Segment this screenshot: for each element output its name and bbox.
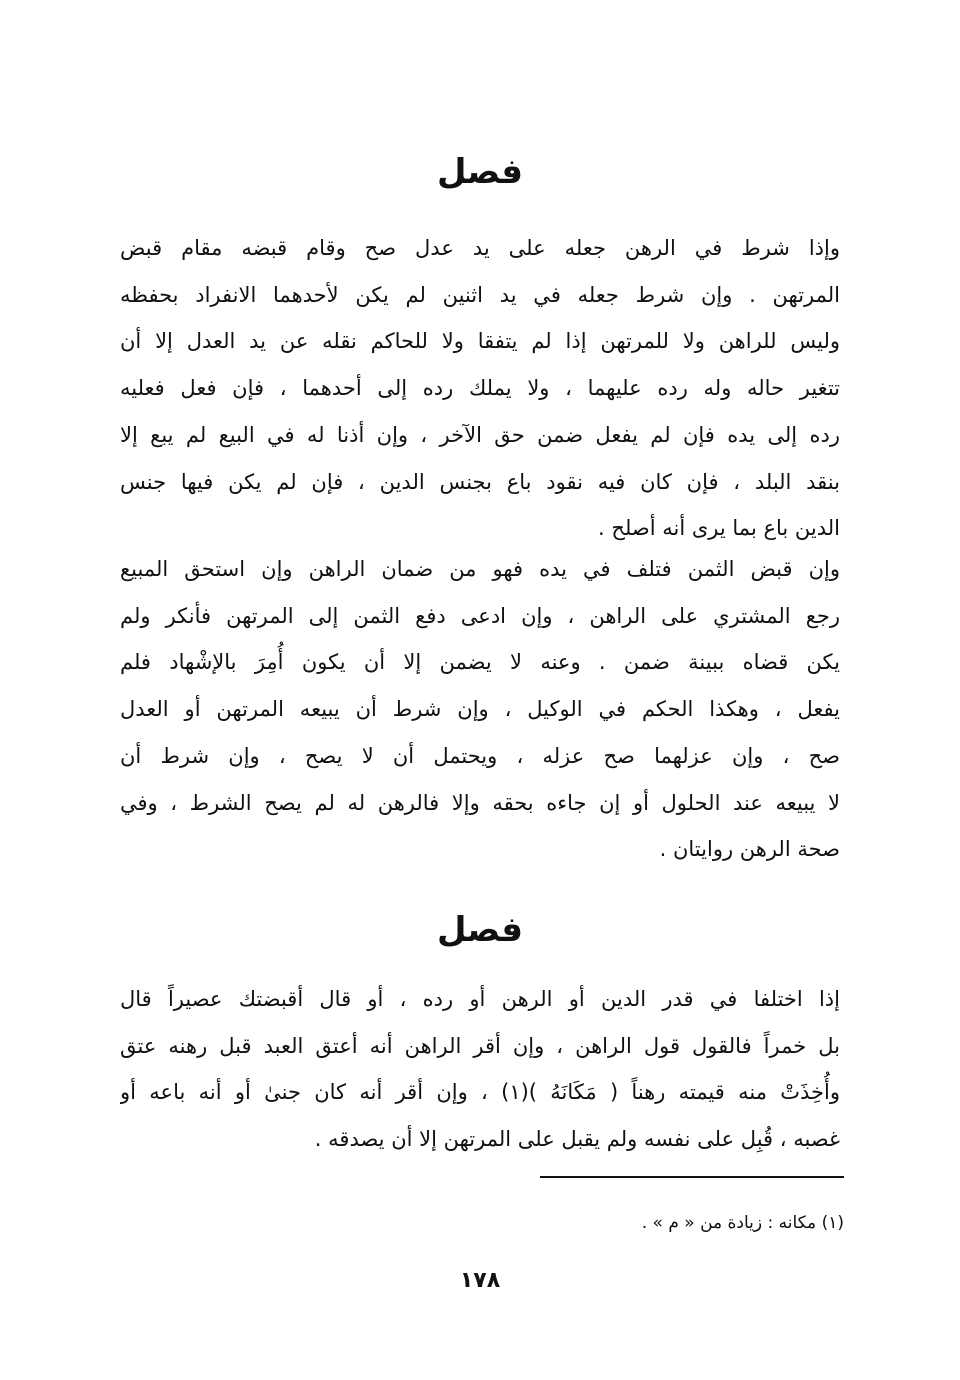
text-line: تتغير حاله وله رده عليهما ، ولا يملك رده إلى أحدهما ، فإن فعل فعليه [120, 376, 840, 401]
text-line: وإن قبض الثمن فتلف في يده فهو من ضمان الراهن وإن استحق المبيع [120, 557, 840, 581]
section1-paragraph-2 [120, 546, 840, 873]
text-line: المرتهن . وإن شرط جعله في يد اثنين لم يكن لأحدهما الانفراد بحفظه [120, 282, 840, 307]
text-line: يفعل ، وهكذا الحكم في الوكيل ، وإن شرط أن يبيعه المرتهن أو العدل [120, 697, 840, 722]
text-line: غصبه ، قُبِل على نفسه ولم يقبل على المرتهن إلا أن يصدقه . [314, 1127, 840, 1152]
section-heading-2: فصل [436, 910, 524, 950]
text-line: بل خمراً فالقول قول الراهن ، وإن أقر الراهن أنه أعتق العبد قبل رهنه عتق [120, 1033, 840, 1058]
text-line: الدين باع بما يرى أنه أصلح . [598, 516, 840, 541]
text-line: وإذا شرط في الرهن جعله على يد عدل صح وقام قبضه مقام قبض [120, 236, 840, 260]
text-line: بنقد البلد ، فإن كان فيه نقود باع بجنس الدين ، فإن لم يكن فيها جنس [120, 469, 840, 494]
section2-paragraph-1 [120, 976, 840, 1163]
text-line: رجع المشتري على الراهن ، وإن ادعى دفع الثمن إلى المرتهن فأنكر ولم [120, 603, 840, 628]
text-line: يكن قضاه ببينة ضمن . وعنه لا يضمن إلا أن يكون أُمِرَ بالإشْهاد فلم [120, 650, 840, 675]
page-number: ١٧٨ [459, 1268, 501, 1293]
text-line: صحة الرهن روايتان . [659, 837, 840, 862]
text-line: إذا اختلفا في قدر الدين أو الرهن أو رده ، أو قال أقبضتك عصيراً قال [120, 987, 840, 1011]
text-line: وأُخِذَتْ منه قيمته رهناً ( مَكَانَهُ )(١) ، وإن أقر أنه كان جنىٰ أو أنه باعه أو [120, 1080, 840, 1105]
section1-paragraph-1 [120, 225, 840, 552]
footnote: (١) مكانه : زيادة من « م » . [641, 1213, 844, 1233]
text-line: لا يبيعه عند الحلول أو إن جاءه بحقه وإلا فالرهن له لم يصح الشرط ، وفي [120, 790, 840, 815]
text-line: صح ، وإن عزلهما صح عزله ، ويحتمل أن لا يصح ، وإن شرط أن [120, 743, 840, 768]
text-line: رده إلى يده فإن لم يفعل ضمن حق الآخر ، وإن أذنا له في البيع لم يبع إلا [120, 422, 840, 447]
footnote-separator [540, 1176, 844, 1178]
section-heading-1: فصل [436, 152, 524, 192]
text-line: وليس للراهن ولا للمرتهن إذا لم يتفقا ولا للحاكم نقله عن يد العدل إلا أن [120, 329, 840, 354]
